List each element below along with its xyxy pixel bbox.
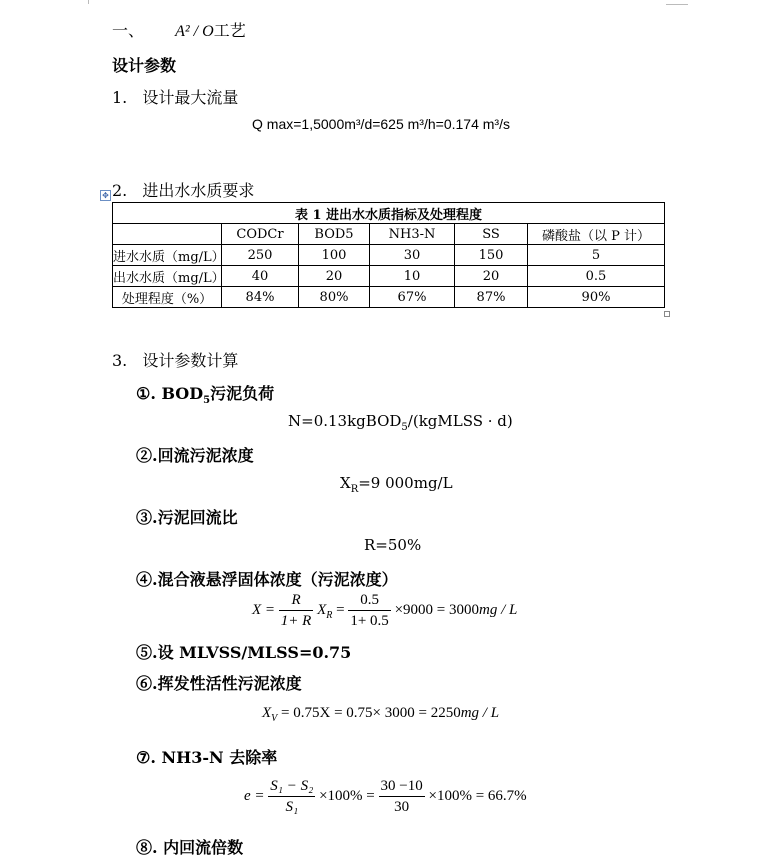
- table-cell: 30: [370, 245, 455, 266]
- step-2-eq-post: =9 000mg/L: [358, 474, 453, 492]
- table-cell: 100: [299, 245, 370, 266]
- step-4-equation: [252, 590, 517, 631]
- step-7-label: ⑦. NH3-N 去除率: [136, 748, 278, 767]
- step-1-label-text: ①. BOD: [136, 384, 204, 403]
- step-6-rest: = 0.75X = 0.75× 3000 = 2250: [277, 705, 461, 721]
- page-corner-mark-left: [88, 0, 111, 4]
- heading-formula: A² / O: [175, 23, 214, 40]
- table-cell: 150: [455, 245, 528, 266]
- table-cell: 250: [222, 245, 299, 266]
- step-5-label: ⑤.设 MLVSS/MLSS=0.75: [136, 643, 352, 662]
- step-4-lhs: X =: [252, 601, 276, 618]
- step-3-label: ③.污泥回流比: [136, 508, 238, 527]
- table-cell: 90%: [528, 287, 665, 308]
- step-2-eq-sub: R: [350, 484, 359, 495]
- item-1-text: 设计最大流量: [142, 88, 239, 107]
- item-2-text: 进出水水质要求: [142, 181, 255, 200]
- step-7-equation: [244, 776, 527, 817]
- table-cell: 40: [222, 266, 299, 287]
- step-1-equation: [288, 412, 513, 433]
- step-7-f2-num: 30 −10: [379, 776, 425, 797]
- heading-tail: 工艺: [213, 21, 246, 40]
- table-cell: 出水水质（mg/L）: [113, 266, 222, 287]
- step-4-f1-den: 1+ R: [280, 613, 312, 629]
- step-4-f2-den: 1+ 0.5: [350, 613, 389, 629]
- step-4-unit: mg / L: [478, 601, 518, 618]
- step-2-label: ②.回流污泥浓度: [136, 446, 254, 465]
- table-cell: 84%: [222, 287, 299, 308]
- step-7-rhs: ×100% = 66.7%: [428, 787, 527, 804]
- step-2-eq-pre: X: [340, 474, 351, 492]
- table-caption-row: [113, 203, 665, 224]
- step-6-label: ⑥.挥发性活性污泥浓度: [136, 674, 302, 693]
- table-cell: 10: [370, 266, 455, 287]
- table-cell: 80%: [299, 287, 370, 308]
- step-4-f2-num: 0.5: [348, 590, 390, 611]
- table-header-cell: 磷酸盐（以 P 计）: [528, 224, 665, 245]
- step-7-f1-num: S₁ − S₂: [268, 776, 315, 797]
- step-4-fraction-1: [279, 590, 314, 631]
- step-1-eq-sub: 5: [401, 422, 408, 433]
- table-header-cell: CODCr: [222, 224, 299, 245]
- step-6-x-sub: V: [271, 713, 278, 724]
- step-4-fraction-2: [348, 590, 390, 631]
- item-3-number: 3.: [112, 351, 128, 370]
- table-cell: 20: [299, 266, 370, 287]
- table-cell: 处理程度（%）: [113, 287, 222, 308]
- table-cell: 87%: [455, 287, 528, 308]
- step-7-f2-den: 30: [394, 799, 410, 815]
- params-title: 设计参数: [112, 56, 177, 75]
- table-row: [113, 266, 665, 287]
- step-6-unit: mg / L: [460, 705, 500, 721]
- table-resize-handle[interactable]: [664, 311, 670, 317]
- step-4-rhs: ×9000 = 3000: [394, 601, 479, 618]
- heading-number: 一、: [112, 21, 145, 40]
- item-2-number: 2.: [112, 181, 128, 200]
- item-1-number: 1.: [112, 88, 128, 107]
- step-7-fraction-1: [268, 776, 315, 817]
- table-cell: 0.5: [528, 266, 665, 287]
- table-header-row: [113, 224, 665, 245]
- item-1: [112, 85, 238, 108]
- step-7-lhs: e =: [244, 787, 265, 804]
- step-1-eq-pre: N=0.13kgBOD: [288, 412, 402, 430]
- step-4-equals: =: [336, 601, 345, 618]
- table-cell: 5: [528, 245, 665, 266]
- step-6-equation: [262, 705, 499, 724]
- page-corner-mark-right: [666, 0, 688, 5]
- item-2: [112, 178, 254, 201]
- table-move-handle-icon[interactable]: ✥: [100, 190, 111, 201]
- step-7-fraction-2: [379, 776, 425, 817]
- table-cell: 67%: [370, 287, 455, 308]
- step-7-mid: ×100% =: [319, 787, 375, 804]
- item-3: [112, 348, 238, 371]
- step-1-eq-post: /(kgMLSS · d): [407, 412, 513, 430]
- step-4-f1-num: R: [279, 590, 314, 611]
- section-heading: [112, 18, 246, 41]
- flow-equation: Q max=1,5000m³/d=625 m³/h=0.174 m³/s: [252, 116, 510, 132]
- water-quality-table: [112, 202, 665, 308]
- step-4-xr-sub: R: [326, 609, 333, 621]
- table-header-cell: SS: [455, 224, 528, 245]
- step-4-xr: X: [317, 601, 327, 618]
- step-4-label: ④.混合液悬浮固体浓度（污泥浓度）: [136, 570, 398, 589]
- step-2-equation: [340, 474, 453, 495]
- table-cell: 进水水质（mg/L）: [113, 245, 222, 266]
- table-header-cell: BOD5: [299, 224, 370, 245]
- table-header-cell: NH3-N: [370, 224, 455, 245]
- step-7-f1-den: S₁: [285, 799, 299, 815]
- step-1-label: [136, 381, 274, 406]
- step-1-label-tail: 污泥负荷: [210, 384, 275, 403]
- table-caption: 表 1 进出水水质指标及处理程度: [113, 203, 665, 224]
- step-6-x: X: [262, 705, 272, 721]
- item-3-text: 设计参数计算: [142, 351, 239, 370]
- table-row: [113, 245, 665, 266]
- table-header-cell: [113, 224, 222, 245]
- step-3-equation: R=50%: [364, 536, 422, 554]
- table-row: [113, 287, 665, 308]
- step-1-label-sub: 5: [203, 395, 211, 407]
- step-8-label: ⑧. 内回流倍数: [136, 838, 244, 857]
- table-cell: 20: [455, 266, 528, 287]
